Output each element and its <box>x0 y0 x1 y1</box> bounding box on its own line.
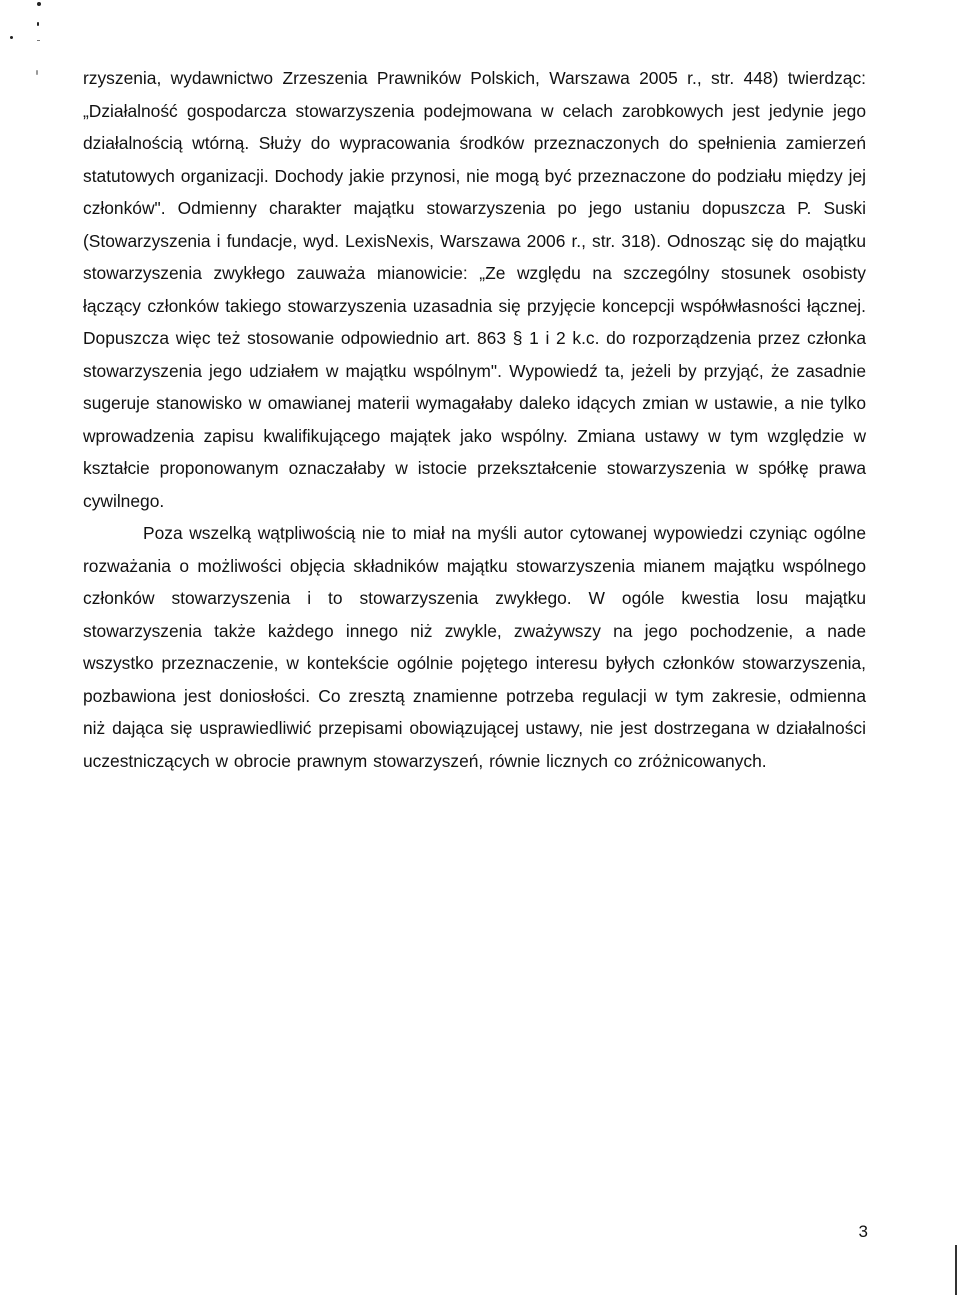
scan-edge-line <box>955 1245 957 1295</box>
page-number: 3 <box>858 1222 868 1241</box>
scan-speck <box>37 22 39 26</box>
paragraph: Poza wszelką wątpliwością nie to miał na myśli autor cytowanej wypowiedzi czyniąc ogólne rozważania o możliwości objęcia składników majątku stowarzyszenia mianem majątku wspólnego członków stowarzyszenia i to stowarzyszenia zwykłego. W ogóle kwestia losu majątku stowarzyszenia także każdego innego niż zwykle, zważywszy na jego pochodzenie, a nade wszystko przeznaczenie, w kontekście ogólnie pojętego interesu byłych członków stowarzyszenia, pozbawiona jest doniosłości. Co zresztą znamienne potrzeba regulacji w tym zakresie, odmienna niż dająca się usprawiedliwić przepisami obowiązującej ustawy, nie jest dostrzegana w działalności uczestniczących w obrocie prawnym stowarzyszeń, równie licznych co zróżnicowanych. <box>83 523 866 771</box>
scan-speck <box>36 70 38 75</box>
scan-speck <box>37 2 41 6</box>
scan-speck <box>37 40 40 41</box>
paragraph-continued: rzyszenia, wydawnictwo Zrzeszenia Prawników Polskich, Warszawa 2005 r., str. 448) twierdząc: „Działalność gospodarcza stowarzyszenia podejmowana w celach zarobkowych jest jedynie jego działalnością wtórną. Służy do wypracowania środków przeznaczonych do spełnienia zamierzeń statutowych organizacji. Dochody jakie przynosi, nie mogą być przeznaczone do podziału między jej członków". Odmienny charakter majątku stowarzyszenia po jego ustaniu dopuszcza P. Suski (Stowarzyszenia i fundacje, wyd. LexisNexis, Warszawa 2006 r., str. 318). Odnosząc się do majątku stowarzyszenia zwykłego zauważa mianowicie: „Ze względu na szczególny stosunek osobisty łączący członków takiego stowarzyszenia uzasadnia się przyjęcie koncepcji współwłasności łącznej. Dopuszcza więc też stosowanie odpowiednio art. 863 § 1 i 2 k.c. do rozporządzenia przez członka stowarzyszenia jego udziałem w majątku wspólnym". Wypowiedź ta, jeżeli by przyjąć, że zasadnie sugeruje stanowisko w omawianej materii wymagałaby daleko idących zmian w ustawie, a nie tylko wprowadzenia zapisu kwalifikującego majątek jako wspólny. Zmiana ustawy w tym względzie w kształcie proponowanym oznaczałaby w istocie przekształcenie stowarzyszenia w spółkę prawa cywilnego. <box>83 68 866 511</box>
scan-speck <box>10 36 13 39</box>
body-text <box>83 62 866 777</box>
